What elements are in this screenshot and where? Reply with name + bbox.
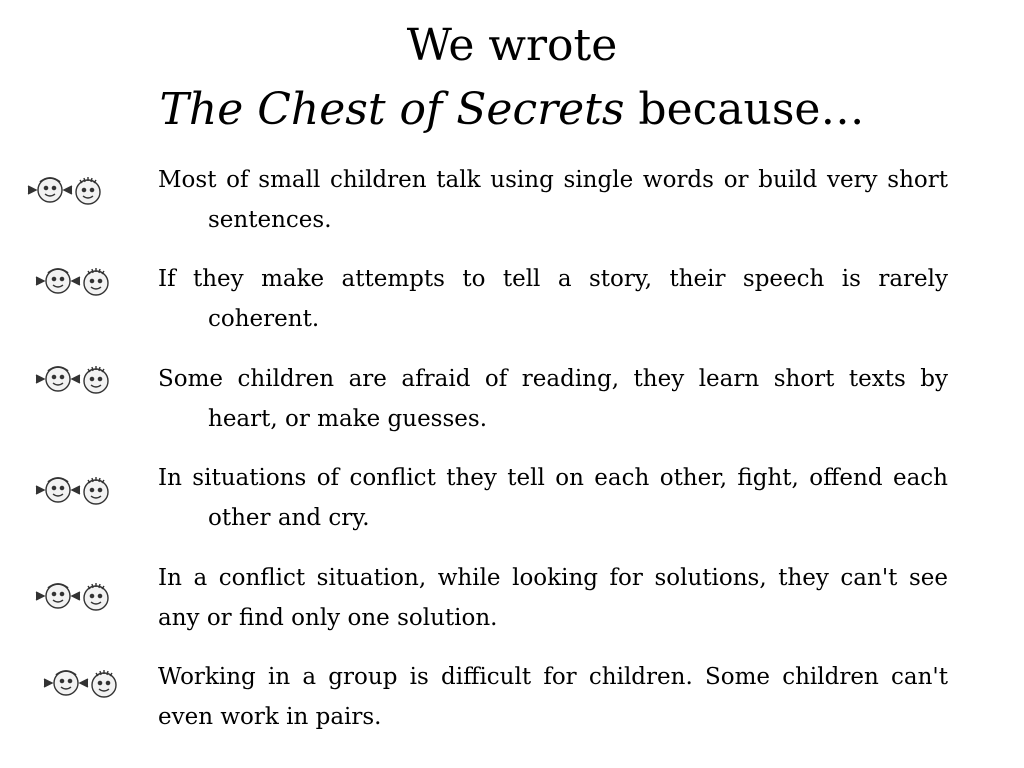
reason-text: Most of small children talk using single words or build very short sentences. (158, 167, 948, 233)
reason-text: In situations of conflict they tell on each other, fight, offend each other and cry. (158, 465, 948, 531)
boy-and-girl-faces-icon (34, 472, 124, 508)
slide-title (0, 14, 1024, 142)
boy-and-girl-faces-icon (34, 361, 124, 397)
boy-and-girl-faces-icon (34, 578, 124, 614)
boy-and-girl-faces-icon (26, 172, 116, 208)
boy-and-girl-faces-icon (34, 263, 124, 299)
reason-text: If they make attempts to tell a story, their speech is rarely coherent. (158, 266, 948, 332)
reason-text: In a conflict situation, while looking for solutions, they can't see any or find only one solution. (158, 565, 948, 631)
title-line-2-rest: because… (624, 84, 865, 135)
book-title: The Chest of Secrets (159, 84, 625, 135)
title-line-1: We wrote (406, 20, 618, 71)
title-line-2 (0, 78, 1024, 142)
reason-text: Working in a group is difficult for children. Some children can't even work in pairs. (158, 664, 948, 730)
reason-text: Some children are afraid of reading, they learn short texts by heart, or make guesses. (158, 366, 948, 432)
boy-and-girl-faces-icon (42, 665, 132, 701)
